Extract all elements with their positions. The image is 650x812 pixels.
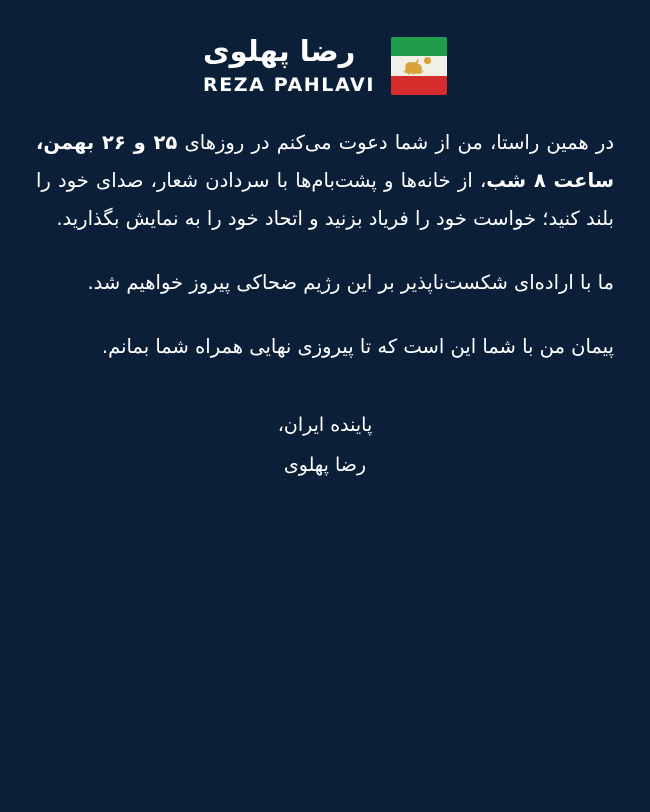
signature-line-2: رضا پهلوی — [283, 453, 367, 476]
document-header — [0, 0, 650, 102]
signature-block — [36, 406, 614, 486]
statement-body — [0, 102, 650, 486]
iran-flag-lion-sun-emblem — [391, 37, 447, 95]
brand-name-english: REZA PAHLAVI — [203, 73, 375, 96]
paragraph-1 — [36, 124, 614, 238]
lion-and-sun-icon — [391, 56, 447, 75]
paragraph-2: ما با اراده‌ای شکست‌ناپذیر بر این رژیم ضحاکی پیروز خواهیم شد. — [87, 270, 614, 294]
paragraph-1-text-after-bold: ، از خانه‌ها و پشت‌بام‌ها با سردادن شعار، صدای خود را بلند کنید؛ خواست خود را فریاد بزنید و اتحاد خود را به نمایش بگذارید. — [36, 168, 614, 230]
brand-name-farsi: رضا پهلوی — [203, 34, 356, 68]
flag-stripe-white — [391, 56, 447, 75]
brand-block — [203, 36, 375, 96]
flag-stripe-green — [391, 37, 447, 56]
signature-line-1: پاینده ایران، — [277, 413, 373, 436]
flag-stripe-red — [391, 76, 447, 95]
paragraph-1-bold-dates: ۲۵ و ۲۶ بهمن، ساعت ۸ شب — [36, 130, 615, 192]
paragraph-3: پیمان من با شما این است که تا پیروزی نهایی همراه شما بمانم. — [101, 334, 614, 358]
paragraph-1-text-before-bold: در همین راستا، من از شما دعوت می‌کنم در روزهای — [177, 130, 615, 154]
